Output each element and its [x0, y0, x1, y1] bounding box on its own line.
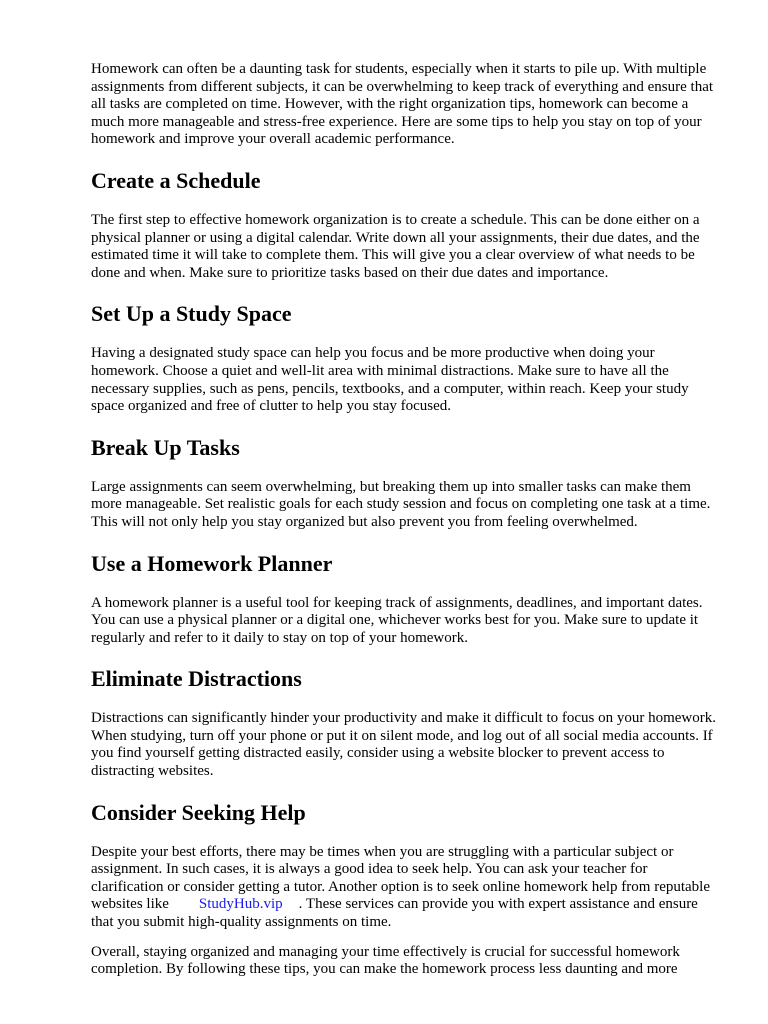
studyhub-link[interactable]: StudyHub.vip [198, 896, 283, 913]
heading-seeking-help: Consider Seeking Help [91, 799, 306, 825]
paragraph-eliminate-distractions: Distractions can significantly hinder your productivity and make it difficult to focus on your homework. When studying, turn off your phone or put it on silent mode, and log out of all social media accounts. If you find yourself getting distracted easily, consider using a website blocker to prevent access to distracting websites. [91, 710, 717, 780]
heading-homework-planner: Use a Homework Planner [91, 550, 333, 576]
heading-break-up-tasks: Break Up Tasks [91, 434, 240, 460]
paragraph-homework-planner: A homework planner is a useful tool for keeping track of assignments, deadlines, and important dates. You can use a physical planner or a digital one, whichever works best for you. Make sure to update it regularly and refer to it daily to stay on top of your homework. [91, 594, 703, 646]
paragraph-break-up-tasks: Large assignments can seem overwhelming, but breaking them up into smaller tasks can make them more manageable. Set realistic goals for each study session and focus on completing one task at a time. This will not only help you stay organized but also prevent you from feeling overwhelmed. [91, 478, 711, 530]
intro-paragraph: Homework can often be a daunting task for students, especially when it starts to pile up. With multiple assignments from different subjects, it can be overwhelming to keep track of everything and ensure that all tasks are completed on time. However, with the right organization tips, homework can become a much more manageable and stress-free experience. Here are some tips to help you stay on top of your homework and improve your overall academic performance. [91, 61, 714, 148]
heading-study-space: Set Up a Study Space [91, 301, 292, 327]
paragraph-study-space: Having a designated study space can help you focus and be more productive when doing your homework. Choose a quiet and well-lit area with minimal distractions. Make sure to have all the necessary supplies, such as pens, pencils, textbooks, and a computer, within reach. Keep your study space organized and free of clutter to help you stay focused. [91, 345, 689, 415]
heading-create-schedule: Create a Schedule [91, 167, 261, 193]
paragraph-seeking-help [91, 844, 719, 932]
document-page [91, 61, 719, 979]
help-text-before-link: Despite your best efforts, there may be times when you are struggling with a particular subject or assignment. In such cases, it is always a good idea to seek help. You can ask your teacher for clarification or consider getting a tutor. Another option is to seek online homework help from reputable websites like [91, 843, 711, 913]
heading-eliminate-distractions: Eliminate Distractions [91, 666, 302, 692]
paragraph-create-schedule: The first step to effective homework organization is to create a schedule. This can be done either on a physical planner or using a digital calendar. Write down all your assignments, their due dates, and the estimated time it will take to complete them. This will give you a clear overview of what needs to be done and when. Make sure to prioritize tasks based on their due dates and importance. [91, 211, 700, 281]
help-text-after-link: . These services can provide you with expert assistance and ensure that you submit high-quality assignments on time. [91, 896, 698, 931]
conclusion-paragraph: Overall, staying organized and managing your time effectively is crucial for successful homework completion. By following these tips, you can make the homework process less daunting and more [91, 943, 680, 978]
